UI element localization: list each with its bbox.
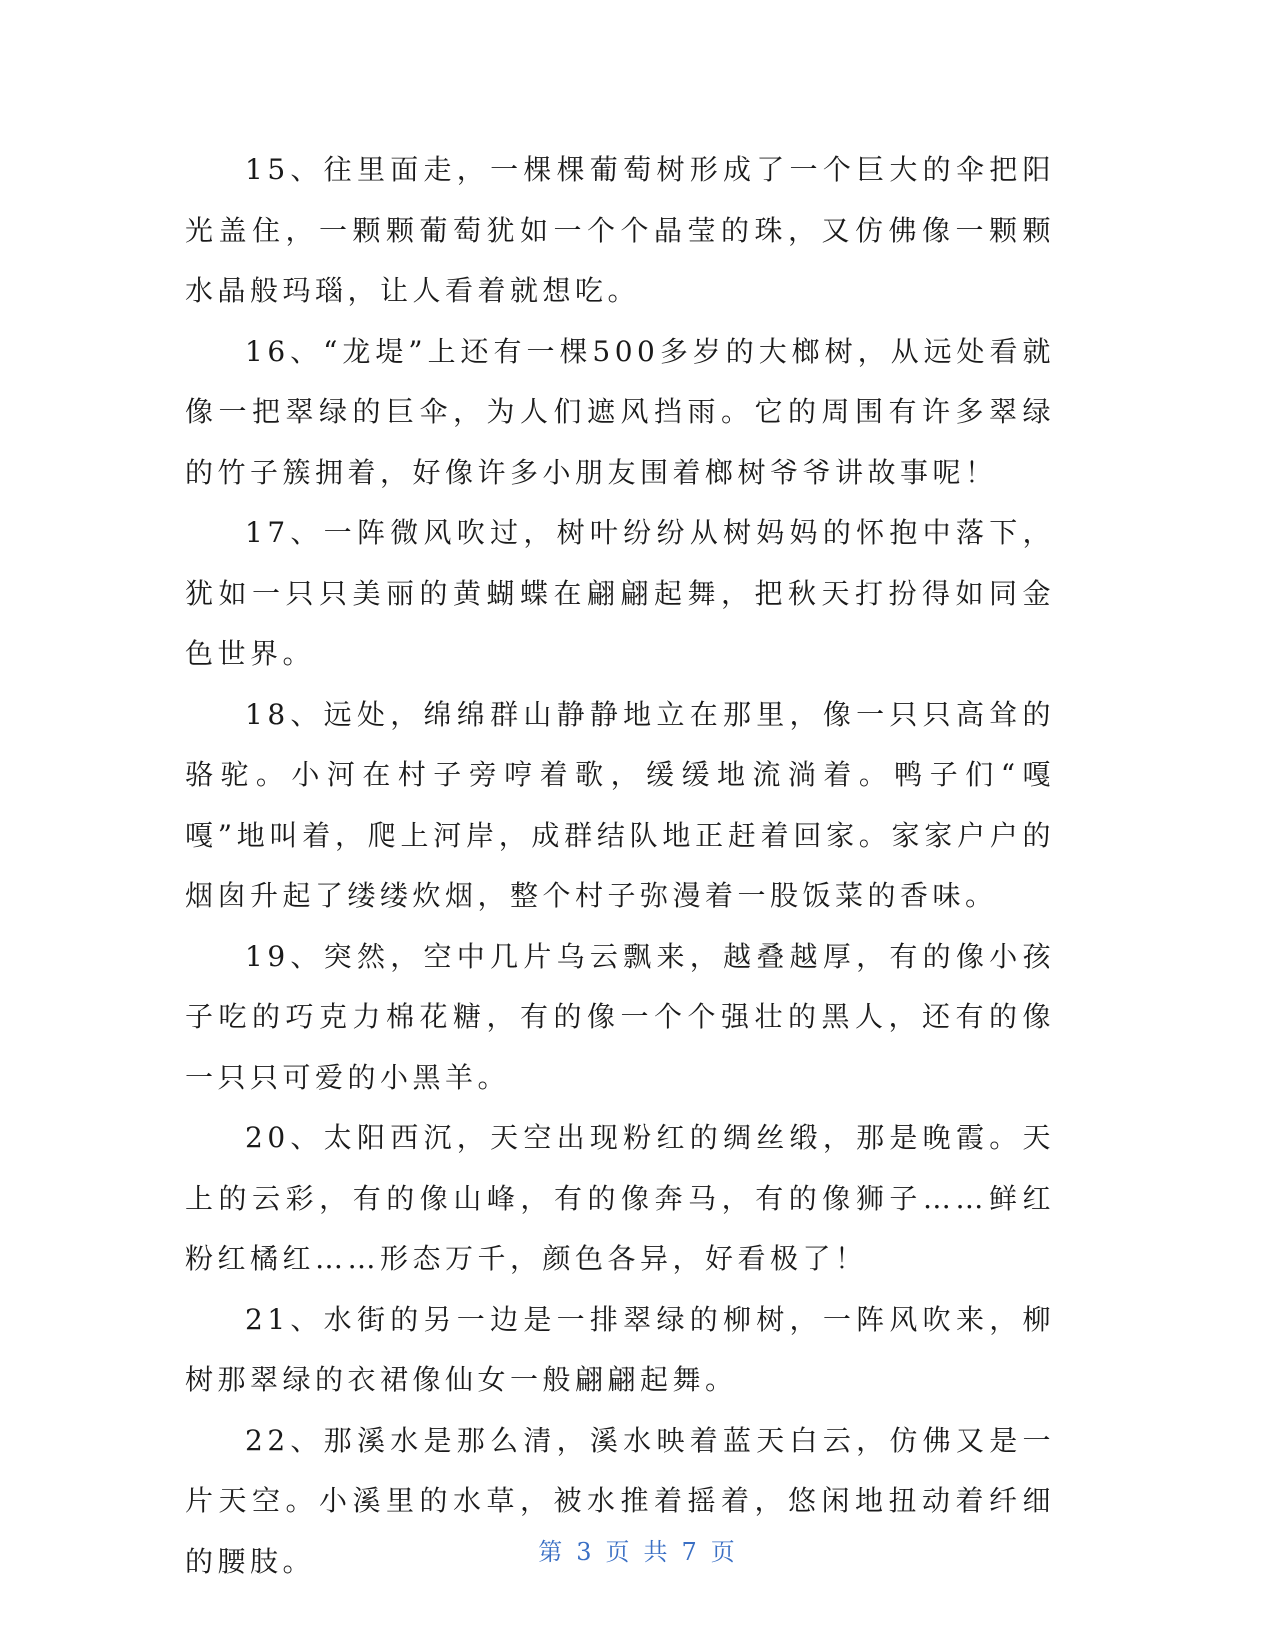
footer-page-word: 页 [605, 1538, 632, 1566]
document-body [185, 140, 1055, 1592]
paragraph-19: 19、突然，空中几片乌云飘来，越叠越厚，有的像小孩子吃的巧克力棉花糖，有的像一个个强壮的黑人，还有的像一只只可爱的小黑羊。 [185, 939, 1055, 1094]
paragraph-18: 18、远处，绵绵群山静静地立在那里，像一只只高耸的骆驼。小河在村子旁哼着歌，缓缓地流淌着。鸭子们“嘎嘎”地叫着，爬上河岸，成群结队地正赶着回家。家家户户的烟囱升起了缕缕炊烟，整个村子弥漫着一股饭菜的香味。 [185, 697, 1055, 912]
paragraph-17: 17、一阵微风吹过，树叶纷纷从树妈妈的怀抱中落下，犹如一只只美丽的黄蝴蝶在翩翩起舞，把秋天打扮得如同金色世界。 [185, 516, 1055, 670]
footer-current-page: 3 [576, 1538, 594, 1566]
paragraph-16: 16、“龙堤”上还有一棵500多岁的大榔树，从远处看就像一把翠绿的巨伞，为人们遮风挡雨。它的周围有许多翠绿的竹子簇拥着，好像许多小朋友围着榔树爷爷讲故事呢！ [185, 334, 1055, 489]
footer-suffix: 页 [710, 1538, 737, 1566]
paragraph-20: 20、太阳西沉，天空出现粉红的绸丝缎，那是晚霞。天上的云彩，有的像山峰，有的像奔马，有的像狮子……鲜红粉红橘红……形态万千，颜色各异，好看极了！ [185, 1121, 1055, 1275]
footer-prefix: 第 [538, 1538, 565, 1566]
footer-total-pages: 7 [681, 1538, 699, 1566]
paragraph-21: 21、水街的另一边是一排翠绿的柳树，一阵风吹来，柳树那翠绿的衣裙像仙女一般翩翩起舞。 [185, 1302, 1055, 1396]
footer-total-word: 共 [643, 1538, 670, 1566]
paragraph-15: 15、往里面走，一棵棵葡萄树形成了一个巨大的伞把阳光盖住，一颗颗葡萄犹如一个个晶莹的珠，又仿佛像一颗颗水晶般玛瑙，让人看着就想吃。 [185, 153, 1055, 307]
page-footer [0, 1532, 1275, 1567]
paragraph-22: 22、那溪水是那么清，溪水映着蓝天白云，仿佛又是一片天空。小溪里的水草，被水推着摇着，悠闲地扭动着纤细的腰肢。 [185, 1423, 1055, 1578]
